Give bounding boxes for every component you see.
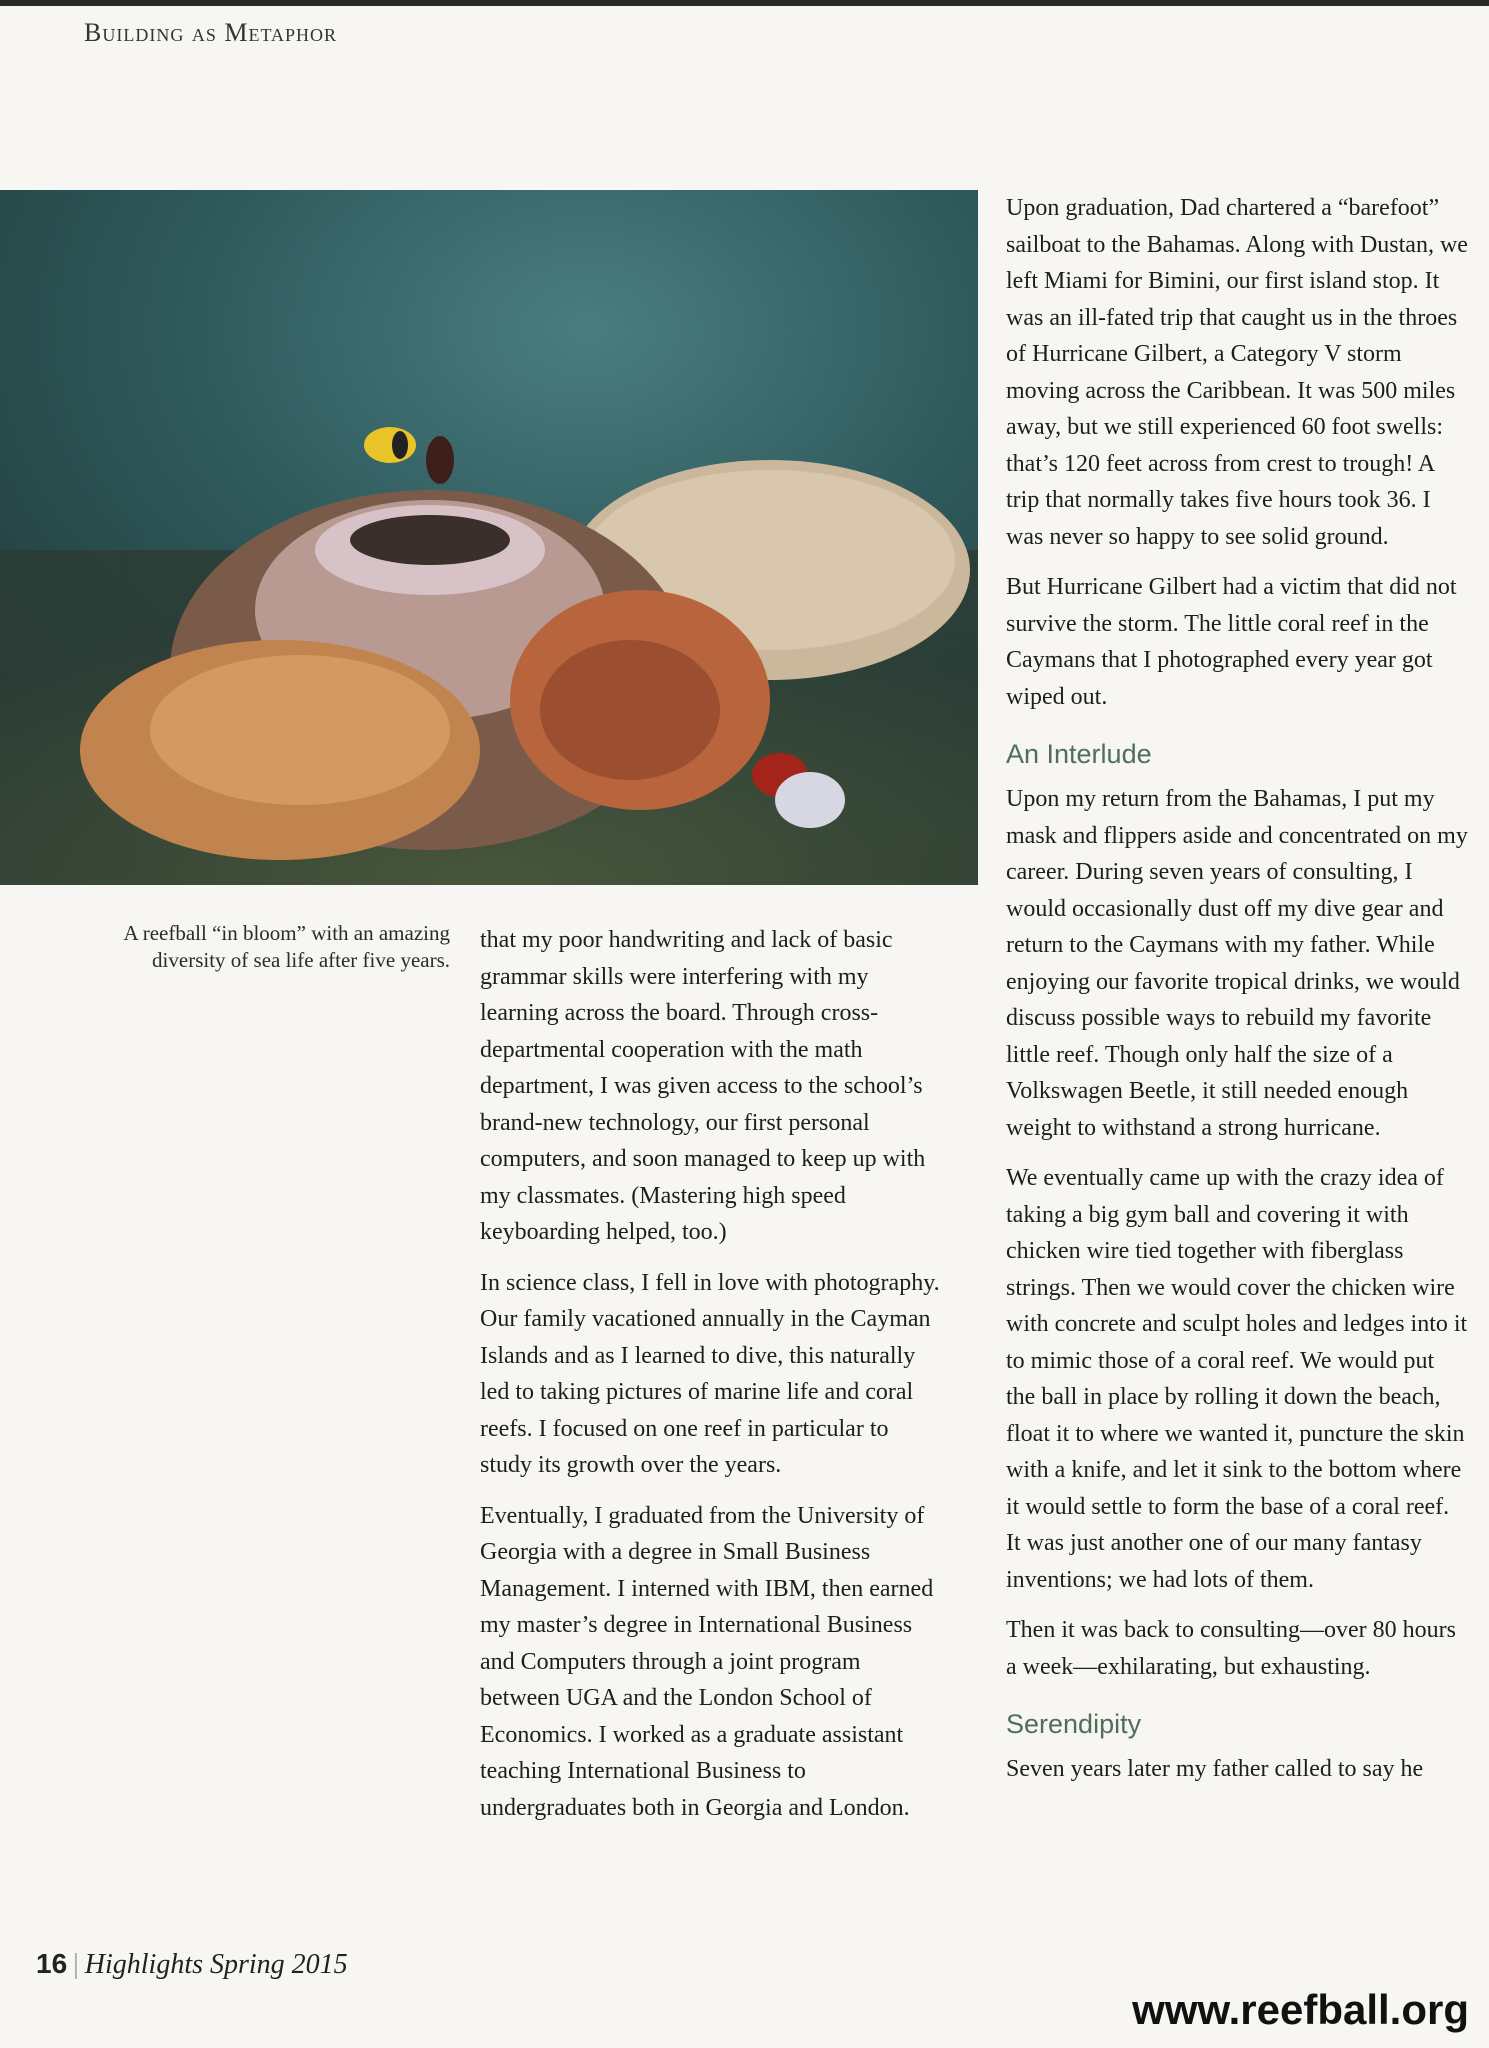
reefball-photo (0, 190, 978, 885)
paragraph: Seven years later my father called to say he (1006, 1756, 1424, 1782)
page-footer (36, 1948, 348, 1981)
article-column-right (1006, 190, 1468, 1802)
paragraph: But Hurricane Gilbert had a victim that did not survive the storm. The little coral reef in the Caymans that I photographed every year got wiped out. (1006, 574, 1457, 710)
page-number: 16 (36, 1948, 68, 1979)
footer-separator: | (73, 1949, 79, 1980)
paragraph: that my poor handwriting and lack of basic grammar skills were interfering with my learning across the board. Through cross-departmental cooperation with the math department, I was given access to the school’s brand-new technology, our first personal computers, and soon managed to keep up with my classmates. (Mastering high speed keyboarding helped, too.) (480, 927, 926, 1245)
running-head: Building as Metaphor (84, 18, 338, 47)
paragraph: We eventually came up with the crazy idea of taking a big gym ball and covering it with chicken wire tied together with fiberglass strings. Then we would cover the chicken wire with concrete and sculpt holes and ledges into it to mimic those of a coral reef. We would put the ball in place by rolling it down the beach, float it to where we wanted it, puncture the skin with a knife, and let it sink to the bottom where it would settle to form the base of a coral reef. It was just another one of our many fantasy inventions; we had lots of them. (1006, 1165, 1468, 1593)
website-watermark: www.reefball.org (1132, 1986, 1469, 2033)
paragraph: Then it was back to consulting—over 80 hours a week—exhilarating, but exhausting. (1006, 1617, 1456, 1680)
section-heading-interlude: An Interlude (1006, 739, 1152, 769)
article-column-middle (480, 922, 940, 1840)
top-rule (0, 0, 1489, 6)
photo-caption: A reefball “in bloom” with an amazing diversity of sea life after five years. (123, 921, 450, 972)
paragraph: Upon my return from the Bahamas, I put my mask and flippers aside and concentrated on my career. During seven years of consulting, I would occasionally dust off my dive gear and return to the Caymans with my father. While enjoying our favorite tropical drinks, we would discuss possible ways to rebuild my favorite little reef. Though only half the size of a Volkswagen Beetle, it still needed enough weight to withstand a strong hurricane. (1006, 786, 1468, 1141)
paragraph: Upon graduation, Dad chartered a “barefoot” sailboat to the Bahamas. Along with Dustan, we left Miami for Bimini, our first island stop. It was an ill-fated trip that caught us in the throes of Hurricane Gilbert, a Category V storm moving across the Caribbean. It was 500 miles away, but we still experienced 60 foot swells: that’s 120 feet across from crest to trough! A trip that normally takes five hours took 36. I was never so happy to see solid ground. (1006, 195, 1468, 550)
magazine-issue: Highlights Spring 2015 (84, 1949, 348, 1980)
paragraph: Eventually, I graduated from the University of Georgia with a degree in Small Business Management. I interned with IBM, then earned my master’s degree in International Business and Computers through a joint program between UGA and the London School of Economics. I worked as a graduate assistant teaching International Business to undergraduates both in Georgia and London. (480, 1502, 934, 1821)
section-heading-serendipity: Serendipity (1006, 1709, 1142, 1739)
reefball-photo-illustration (0, 190, 978, 885)
paragraph: In science class, I fell in love with photography. Our family vacationed annually in the Cayman Islands and as I learned to dive, this naturally led to taking pictures of marine life and coral reefs. I focused on one reef in particular to study its growth over the years. (480, 1269, 940, 1478)
